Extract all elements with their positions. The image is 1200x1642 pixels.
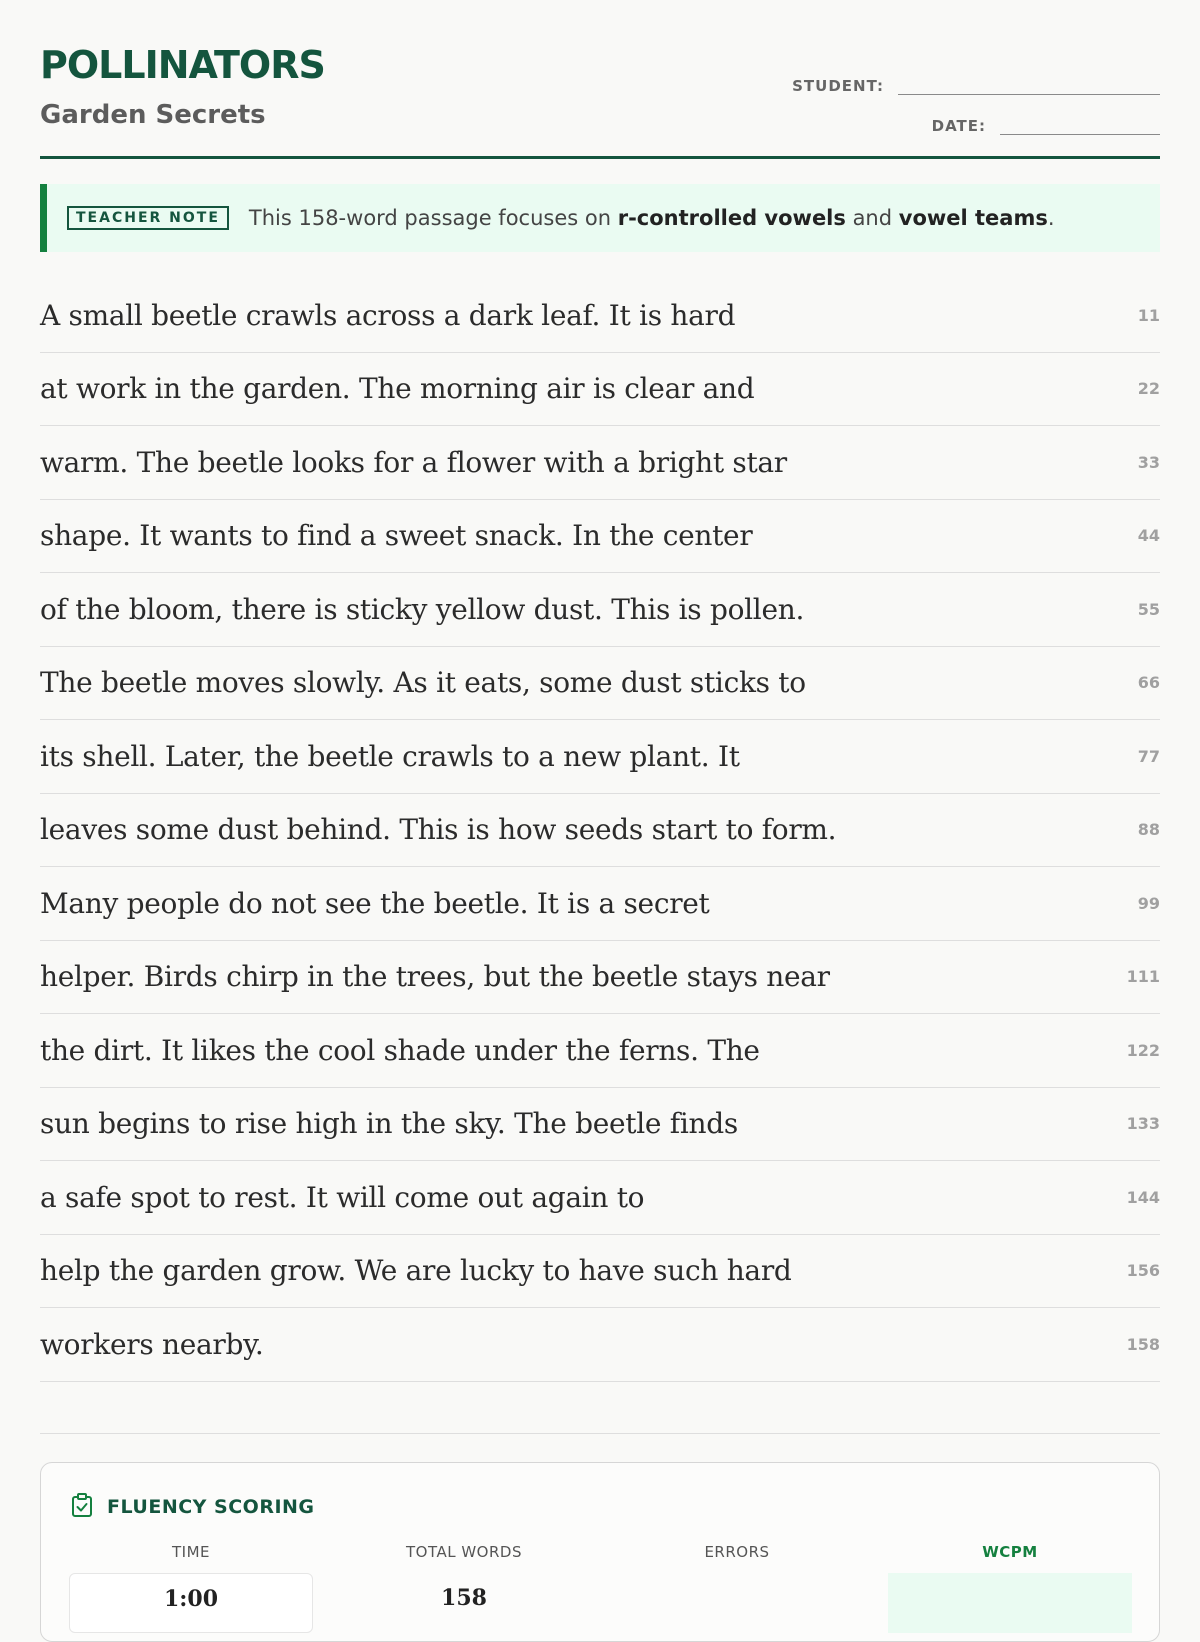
word-count: 133	[1126, 1114, 1160, 1134]
passage-line	[40, 279, 1160, 353]
passage-line	[40, 1308, 1160, 1382]
word-count: 11	[1137, 305, 1160, 325]
passage-line	[40, 794, 1160, 868]
line-text: a safe spot to rest. It will come out again to	[40, 1180, 645, 1214]
note-text-mid: and	[845, 206, 899, 230]
date-field	[932, 110, 1160, 135]
line-text: the dirt. It likes the cool shade under the ferns. The	[40, 1033, 760, 1067]
word-count: 66	[1137, 673, 1160, 693]
scoring-columns	[69, 1543, 1133, 1633]
word-count: 55	[1137, 599, 1160, 619]
passage-line	[40, 647, 1160, 721]
passage-line	[40, 1014, 1160, 1088]
scoring-title: FLUENCY SCORING	[107, 1496, 315, 1518]
passage-line	[40, 573, 1160, 647]
word-count: 158	[1126, 1334, 1160, 1354]
total-words-value: 158	[441, 1585, 487, 1611]
note-text-before: This 158-word passage focuses on	[248, 206, 618, 230]
note-bold-vowel-teams: vowel teams	[898, 206, 1048, 230]
note-bold-r-controlled: r-controlled vowels	[617, 206, 846, 230]
passage-line	[40, 1161, 1160, 1235]
passage-line	[40, 1088, 1160, 1162]
word-count: 122	[1126, 1040, 1160, 1060]
word-count: 99	[1137, 893, 1160, 913]
word-count: 44	[1137, 526, 1160, 546]
teacher-note	[40, 184, 1160, 252]
line-text: shape. It wants to find a sweet snack. In the center	[40, 519, 753, 553]
passage-line	[40, 941, 1160, 1015]
wcpm-value-box[interactable]	[888, 1573, 1132, 1633]
student-input-line[interactable]	[898, 70, 1160, 95]
passage-line	[40, 1235, 1160, 1309]
wcpm-column	[888, 1543, 1132, 1633]
line-text: warm. The beetle looks for a flower with a bright star	[40, 445, 787, 479]
line-text: workers nearby.	[40, 1327, 264, 1361]
passage	[40, 279, 1160, 1382]
date-label: DATE:	[931, 117, 986, 135]
reading-passage-page	[40, 0, 1160, 1612]
word-count: 144	[1126, 1187, 1160, 1207]
line-text: The beetle moves slowly. As it eats, some dust sticks to	[40, 666, 806, 700]
time-column	[69, 1543, 313, 1633]
passage-line	[40, 720, 1160, 794]
word-count: 156	[1126, 1261, 1160, 1281]
student-label: STUDENT:	[792, 77, 884, 95]
scoring-header	[71, 1493, 315, 1521]
date-input-line[interactable]	[1000, 110, 1160, 135]
page-title: POLLINATORS	[40, 43, 325, 87]
errors-column	[615, 1543, 859, 1633]
fluency-scoring-panel	[40, 1462, 1160, 1642]
header	[40, 0, 1160, 159]
word-count: 33	[1137, 452, 1160, 472]
total-words-column	[342, 1543, 586, 1633]
line-text: of the bloom, there is sticky yellow dust. This is pollen.	[40, 592, 805, 626]
passage-line	[40, 426, 1160, 500]
word-count: 111	[1126, 967, 1160, 987]
clipboard-check-icon	[71, 1493, 93, 1521]
teacher-note-text	[249, 206, 1055, 230]
errors-value-box[interactable]	[615, 1573, 859, 1633]
line-text: sun begins to rise high in the sky. The beetle finds	[40, 1107, 738, 1141]
time-label: TIME	[171, 1543, 210, 1561]
passage-line	[40, 500, 1160, 574]
note-text-end: .	[1047, 206, 1055, 230]
teacher-note-badge: TEACHER NOTE	[67, 206, 229, 230]
section-divider	[40, 1433, 1160, 1434]
line-text: its shell. Later, the beetle crawls to a new plant. It	[40, 739, 740, 773]
passage-line	[40, 353, 1160, 427]
line-text: leaves some dust behind. This is how seeds start to form.	[40, 813, 837, 847]
line-text: at work in the garden. The morning air is clear and	[40, 372, 755, 406]
line-text: A small beetle crawls across a dark leaf. It is hard	[40, 298, 736, 332]
passage-line	[40, 867, 1160, 941]
line-text: helper. Birds chirp in the trees, but the beetle stays near	[40, 960, 830, 994]
word-count: 77	[1137, 746, 1160, 766]
page-subtitle: Garden Secrets	[40, 100, 266, 130]
wcpm-label: WCPM	[982, 1543, 1038, 1561]
word-count: 88	[1137, 820, 1160, 840]
time-value-box[interactable]: 1:00	[69, 1573, 313, 1633]
student-field	[792, 70, 1160, 95]
line-text: Many people do not see the beetle. It is a secret	[40, 886, 710, 920]
total-words-label: TOTAL WORDS	[406, 1543, 522, 1561]
word-count: 22	[1137, 379, 1160, 399]
line-text: help the garden grow. We are lucky to have such hard	[40, 1254, 792, 1288]
errors-label: ERRORS	[704, 1543, 770, 1561]
